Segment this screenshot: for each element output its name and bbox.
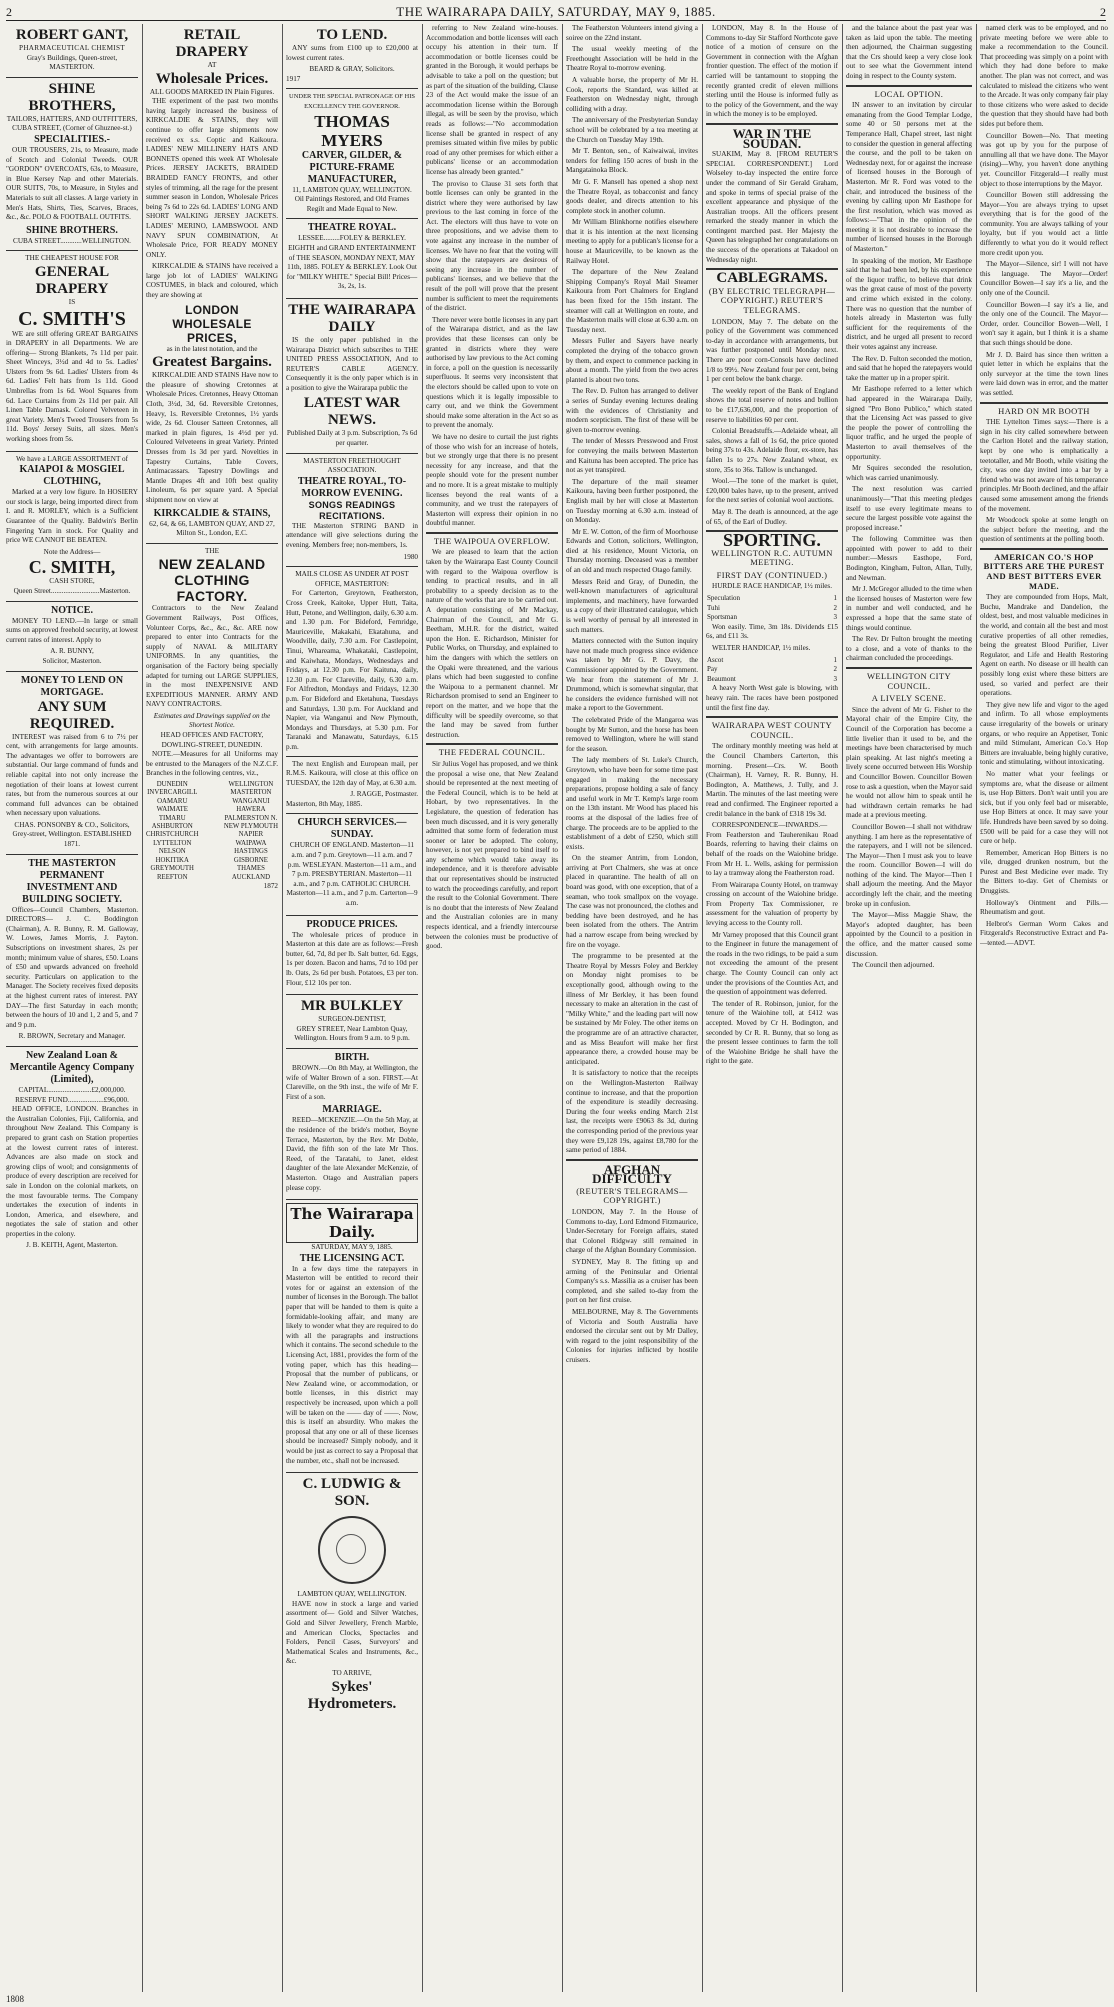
news-paragraph: Councillor Bowen—I say it's a lie, and the only one of the Council. The Mayor—Order, order. Councillor Bowen—Well, I won't say it again, but I think it is a shame that such things should be done. [980,300,1108,347]
news-paragraph: The ordinary monthly meeting was held at the Council Chambers Carterton, this morning. Present—Crs. W. Booth (Chairman), H. Varney, R. R. Bunny, H. Bodington, A. Matthews, J. Tully, and J. Martin. The minutes of the last meeting were read and confirmed. The Engineer reported a credit balance in the bank of £318 19s 3d. [706,742,838,818]
table-row [706,675,838,685]
ad-body: The next English and European mail, per R.M.S. Kaikoura, will close at this office on TUESDAY, the 12th day of May, at 6.30 a.m. [286,759,418,787]
column-2 [146,24,278,1992]
ad-retail-drapery [146,24,278,544]
ad-title: THE MASTERTON PERMANENT INVESTMENT AND BUILDING SOCIETY. [22,857,122,905]
ad-subtitle: TAILORS, HATTERS, AND OUTFITTERS, [6,114,138,123]
divider [980,402,1108,404]
ad-paragraph: Remember, American Hop Bitters is no vile, drugged drunken nostrum, but the Purest and Best Medicine ever made. Try the Bitters to-day. Get of Chemists or Druggists. [980,848,1108,896]
news-paragraph: The next resolution was carried unanimously—"That this meeting pledges itself to use every legitimate means to secure the largest possible vote against the proposed increase." [846,485,972,532]
ad-loan-mercantile [6,1047,138,1255]
ad-signature: J. B. KEITH, Agent, Masterton. [26,1241,118,1250]
ad-capital: CAPITAL........................£2,000,000. RESERVE FUND....................£96,000. [15,1085,129,1104]
news-paragraph: LONDON, May 7. In the House of Commons to-day, Lord Edmond Fitzmaurice, Under-Secretary for Foreign affairs, stated that Colonel Ridgway still remained in charge of the Afghan Boundary Commission. [566,1208,698,1255]
paper-masthead: The Wairarapa Daily. [286,1203,418,1243]
ad-title: NEW ZEALAND CLOTHING FACTORY. [158,556,266,605]
town: INVERCARGILL [147,789,198,797]
table-row [706,613,838,623]
news-paragraph: The anniversary of the Presbyterian Sunday school will be celebrated by a tea meeting at the Church on Tuesday May 19th. [566,116,698,144]
ad-title: RETAIL DRAPERY [175,27,249,60]
ad-clothing-factory [146,544,278,896]
ad-banner: Sykes' Hydrometers. [307,1678,397,1712]
ad-subtitle: CARVER, GILDER, & PICTURE-FRAME MANUFACTURER, [301,149,403,185]
news-paragraph: MELBOURNE, May 8. The Governments of Victoria and South Australia have endorsed the circular sent out by Mr Dalley, with regard to the joint responsibility of the Colonies for injuries inflicted by hostile cruisers. [566,1308,698,1364]
section-subheading: FIRST DAY (CONTINUED.) [716,569,828,580]
notice-heading: MARRIAGE. [322,1104,382,1116]
ad-body: For Carterton, Greytown, Featherston, Cross Creek, Kaitoke, Upper Hutt, Taita, Hutt, Petone, and Wellington, daily, 6.30 a.m. and 1.30 p.m. For Bideford, Fernridge, Mauriceville, Makakahi, Ekatahuna, and Woodville, daily, 7.30 a.m. For Castlepoint, Tinui, Whareama, Whakataki, Castlepoint, and Kaiwhata, Mondays, Wednesdays and Fridays, at 12.30 p.m. For Kaituna, daily, 12.30 p.m. For Clareville, daily, 6.30 a.m. For Alfredton, Mondays and Fridays, 12.30 p.m. For Bideford and Eketahuna, Tuesdays and Saturdays, 1.30 p.m. For Auckland and Napier, via Wanganui and New Plymouth, Mondays and Thursdays, at 5.30 p.m. For Taranaki and Manawatu, Saturdays, 6.15 p.m. [286,589,418,751]
ad-kaiapoi-clothing [6,452,138,602]
news-paragraph: The departure of the mail steamer Kaikoura, having been further postponed, the English mail by her will close at Masterton on Tuesday morning at 6.30 a.m. instead of on Monday. [566,477,698,525]
editorial-licensing-act [286,1200,418,1473]
ad-body: IS the only paper published in the Wairarapa District which subscribes to THE UNITED PRESS ASSOCIATION, And to REUTER'S CABLE AGENCY. Consequently it is the only paper which is in a position to give the Wairarapa public the [286,335,418,392]
ad-heading: We have a LARGE ASSORTMENT of [15,454,129,463]
ad-town: MASTERTON. [49,63,95,72]
news-paragraph: Since the advent of Mr G. Fisher to the Mayoral chair of the Empire City, the Council of the Corporation has become a little livelier than it used to be, and the meetings have been characterised by much plain speaking. At last night's meeting a lively scene occurred between His Worship and Councillor Bowen. Councillor Bowen rose to ask a question, when the Mayor said he would not allow him to speak until he had withdrawn certain remarks he had made at a previous meeting. [846,705,972,820]
news-paragraph: CORRESPONDENCE—INWARDS.—From Featherston and Tauherenikau Road Boards, referring to having their claims on behalf of the roads on the Waiohine bridge. From Mr H. L. Wells, asking for permission to lay a tramway along the Featherston road. [706,821,838,878]
town: GREYMOUTH [150,865,194,873]
town: WANGANUI [232,797,270,805]
divider [286,756,418,757]
news-paragraph: The Council then adjourned. [852,961,935,970]
divider [846,85,972,87]
news-paragraph: The celebrated Pride of the Mangaroa was bought by Mr Sutton, and the horse has been removed to Wellington, where he will stand for the season. [566,715,698,753]
news-paragraph: The tender of R. Robinson, junior, for the tenure of the Waiohine toll, at £412 was accepted. Moved by Cr H. Bodington, and seconded by Cr R. R. Bunny, that so long as the present lessee continues to farm the toll of the Waiohine Bridge he shall have the right to the gate. [706,999,838,1066]
placing: 2 [833,603,837,612]
ad-title: TO LEND. [316,27,388,43]
ad-body: EIGHTH and GRAND ENTERTAINMENT of THE SEASON, MONDAY NEXT, MAY 11th, 1885. FOLEY & BERKLEY. Look Out for "MILKY WHITE." Special Bill! Prices—3s, 2s, 1s. [286,243,418,291]
news-paragraph: SYDNEY, May 8. The fitting up and arming of the Peninsular and Oriental Company's s.s. Massilia as a cruiser has been completed, and she sailed to-day from the port on her first cruise. [566,1258,698,1305]
ad-signature: R. BROWN, Secretary and Manager. [18,1032,126,1041]
news-paragraph: and the balance about the past year was taken as laid upon the table. The meeting then adjourned, the Chairman suggesting that the Crs should keep a very close look out to see what the Government intend doing in respect to the County system. [846,24,972,80]
news-paragraph: LONDON, May 7. The debate on the policy of the Government was commenced to-day in accordance with arrangements, but was further postponed until Monday next. There are poor corn-Consols have declined 1/8 to 99½. New Zealand four per cent, being 1 per cent below the bank charge. [706,317,838,384]
ad-paragraph: They are compounded from Hops, Malt, Buchu, Mandrake and Dandelion, the oldest, best, and most valuable medicines in the world, and contain all the best and most curative properties of all other remedies, being the greatest Blood Purifier, Liver Regulator, and Life and Health Restoring Agent on earth. No disease or ill health can possibly long exist where these bitters are used, so varied and perfect are their operations. [980,593,1108,698]
ad-title: PRODUCE PRICES. [306,918,398,930]
ad-note: Estimates and Drawings supplied on the Shortest Notice. [153,711,271,730]
news-paragraph: The Rev. D. Fulton seconded the motion, and said that he hoped the ratepayers would take the matter up in a proper spirit. [846,354,972,382]
placing: 3 [833,613,837,622]
ad-note: Published Daily at 3 p.m. Subscription, 7s 6d per quarter. [286,429,418,448]
article-paragraph: Sir Julius Vogel has proposed, and we think the proposal a wise one, that New Zealand should be represented at the next meeting of the Federal Council, which is to be held at Hobart, by two representatives. In the Legislature, the question of federation has been much discussed, and it is very generally admitted that some form of federation must sooner or later be adopted. The colony, however, is not yet prepared to bind itself to any scheme which would take away its independence, and it is therefore advisable that our representatives should be instructed to watch the proceedings carefully, and report the result to the Colonial Government. There is no doubt that the interests of New Zealand and the Australian colonies are in many respects identical, and a friendly intercourse between the colonies must be productive of good. [426,759,558,951]
ad-body: THE Masterton STRING BAND in attendance will give selections during the evening. Members free; non-members, 1s. [286,521,418,550]
column-rule [422,24,423,1992]
ad-paragraph: Holloway's Ointment and Pills.—Rheumatism and gout. [980,898,1108,917]
news-paragraph: Messrs Reid and Gray, of Dunedin, the well-known manufacturers of agricultural implements, and machinery, have forwarded us a copy of their illustrated catalogue, which is well worthy of perusal by all interested in such matters. [566,577,698,634]
town: ASHBURTON [151,823,193,831]
column-rule [142,24,143,1992]
town: AUCKLAND [231,873,270,881]
ad-to-lend [286,24,418,89]
news-paragraph: Mr G. F. Mansell has opened a shop next the Theatre Royal, as tobacconist and fancy goods dealer, and directs attention to his complete stock in another column. [566,177,698,215]
ad-heading: AMERICAN CO.'S HOP BITTERS ARE THE PUREST AND BEST BITTERS EVER MADE. [983,551,1105,591]
column-rule [702,24,703,1992]
ad-name: C. SMITH'S [18,307,126,330]
race-note: A heavy North West gale is blowing, with heavy rain. The races have been postponed until the first fine day. [706,684,838,712]
news-paragraph: Mr Squires seconded the resolution, which was carried unanimously. [846,464,972,482]
ad-title: New Zealand Loan & Mercantile Agency Company (Limited), [9,1049,135,1085]
ad-note: as in the latest notation, and the [166,344,258,353]
section-heading: SPORTING. [723,530,821,551]
ad-ludwig [286,1473,418,1716]
ad-code: 1980 [403,552,418,561]
town: REEFTON [157,873,188,881]
ad-title: ANY SUM REQUIRED. [29,698,115,732]
page-number-right: 2 [1100,4,1106,19]
column-1 [6,24,138,1992]
ad-code: 1872 [263,881,278,890]
ad-store: CASH STORE, [49,577,95,586]
table-row [706,665,838,675]
news-paragraph: The Rev. Dr Fulton brought the meeting to a close, and a vote of thanks to the chairman concluded the proceedings. [846,635,972,663]
section-subheading: WELLINGTON R.C. AUTUMN MEETING. [711,547,833,568]
news-paragraph: Mr J. McGregor alluded to the time when the licensed houses of Masterton were few in number and well conducted, and he expressed a hope that the same state of things would continue. [846,585,972,632]
town: TIMARU [158,814,186,822]
column-7 [846,24,972,1992]
news-paragraph: On the steamer Antrim, from London, arriving at Port Chalmers, she was at once placed in quarantine. The health of all on board was good, with one exception, that of a seaman, who took smallpox on the voyage. The case was not pronounced, the clothes and bedding have been destroyed, and he has been isolated from the others. The Antrim had a narrow escape from being wrecked by fire on the voyage. [566,854,698,949]
article-heading: THE FEDERAL COUNCIL. [438,747,546,758]
divider [426,532,558,534]
ad-name: C. SMITH, [28,557,116,578]
ad-bulkley [286,995,418,1049]
town: NAPIER [238,831,264,839]
news-paragraph: Messrs Fuller and Sayers have nearly completed the drying of the tobacco grown by them, and expect to commence packing in about a month. The yield from the two acres planted is about two tons. [566,337,698,384]
ad-address: LAMBTON QUAY, WELLINGTON. [297,1590,407,1599]
news-paragraph: Mr J. D. Baird has since then written a quiet letter in which he explains that the only surveyor at the time the town lines were laid down was in error, and the matter was settled. [980,350,1108,397]
ad-word: AT [207,61,217,69]
ad-heading: MONEY TO LEND ON MORTGAGE. [20,674,124,698]
article-paragraph: The proviso to Clause 31 sets forth that bottle licenses can only be granted in the district where they were authorised by law previous to the last coming in force of the Act. The electors will thus have to vote on three propositions, and we advise them to vote against any increase in the number of licenses. We have no fear that the voting will show that the ratepayers are desirous of seeing any increase in the number of publicans' licenses, and we believe that the result of the poll will prove that the present number is sufficient to meet the requirements of the district. [426,179,558,313]
ad-office: HEAD OFFICES AND FACTORY, [160,731,264,740]
ad-town: DOWLING-STREET, DUNEDIN. [161,740,263,749]
town: HASTINGS [234,848,268,856]
news-paragraph: The Mayor—Miss Maggie Shaw, the Mayor's adopted daughter, has been appointed by the Council to a position in the office, and the matter caused some discussion. [846,911,972,958]
news-paragraph: In speaking of the motion, Mr Easthope said that he had been led, by his experience of the liquor traffic, to believe that drink was the great cause of most of the poverty and crime which existed in the colony. There was no question that the number of hotels already in Masterton was fully sufficient for the requirements of the district, and he urged all present to record their votes against any increase. [846,256,972,351]
ad-body: ANY sums from £100 up to £20,000 at lowest current rates. [286,44,418,62]
table-row [706,594,838,604]
news-paragraph: Councillor Bowen—I shall not withdraw anything. I am here as the representative of the ratepayers, and I will not be silenced. The Mayor—Then I must ask you to leave the room. Councillor Bowen—I will do nothing of the kind. The Mayor—Then I shall adjourn the meeting. And the Mayor accordingly left the chair, and the meeting broke up in confusion. [846,822,972,908]
news-paragraph: The lady members of St. Luke's Church, Greytown, who have been for some time past engaged in making the necessary preparations, propose holding a sale of fancy and useful work in Mr T. Kemp's large room on the 13th instant. Mr Wood has placed his rooms at the disposal of the ladies free of charge. The proceeds are to be applied to the establishment of a debt of £250, which still exists. [566,756,698,851]
ad-title: THEATRE ROYAL. [307,222,397,234]
ad-subtitle: LESSEE.........FOLEY & BERKLEY. [298,234,406,243]
news-paragraph: The departure of the New Zealand Shipping Company's Royal Mail Steamer Kaikoura from Port Chalmers for England has been fixed for the 15th instant. The steamer will call at Wellington en route, and the Masterton mails will close at 6.30 a.m. on Tuesday next. [566,268,698,334]
column-5 [566,24,698,1992]
ad-code: 1917 [286,74,301,83]
ad-theatre-royal [286,219,418,299]
town: MASTERTON [230,789,272,797]
horse-name: Sportsman [707,613,737,622]
ad-title: SHINE BROTHERS, [28,80,116,114]
column-rule [282,24,283,1992]
article-paragraph: We are pleased to learn that the action taken by the Wairarapa East County Council with regard to the Waipoua overflow is tending to practical results, and in all probability to a speedy decision as to the nature of the works that are to be carried out. A deputation consisting of Mr Mackay, Chairman of the Council, and Mr G. Beetham, M.H.R. for the district, waited upon the Hon. E. Richardson, Minister for Public Works, on Thursday, and explained to him the dangers with which the settlers on the Opaki were threatened, and the various plans which had been suggested to confine the Waipoua to a permanent channel. Mr Richardson promised to send an Engineer to report on the matter, and we hope that the difficulty will be speedily overcome, so that the land may be saved from further destruction. [426,548,558,739]
section-heading: CABLEGRAMS. [716,270,828,287]
ad-heading: NOTICE. [51,604,93,616]
ad-firm: KIRKCALDIE & STAINS, [153,507,271,519]
town: OAMARU [157,797,188,805]
ad-banner: SONGS READINGS RECITATIONS. [308,499,396,521]
town: THAMES [236,865,265,873]
news-paragraph: The programme to be presented at the Theatre Royal by Messrs Foley and Berkley on Monday night promises to be exceptionally good, although owing to the illness of Mr Berkley, it has been found necessary to make an alteration in the cast of "Milky White," and the leading part will now be sustained by Mr Foley. The other items on the programme are of an attractive character, and as Miss Beaufort will make her first appearance there, a crowded house may be anticipated. [566,952,698,1066]
ad-body: MONEY TO LEND.—In large or small sums on approved freehold security, at lowest current rates of interest. Apply to [6,616,138,644]
ad-mails [286,567,418,814]
news-paragraph: From Wairarapa County Hotel, on tramway crossing on account of the Waiohine bridge. From Property Tax Commissioner, re assessment for the valuation of property by levying access to the County roll. [706,880,838,928]
newspaper-title: THE WAIRARAPA DAILY, SATURDAY, MAY 9, 1885. [396,4,716,19]
horse-name: Speculation [707,594,741,603]
ad-body: THE experiment of the past two months having largely increased the business of KIRKCALDIE & STAINS, they will continue to offer large shipments now received ex s.s. Coptic and Kaikoura. LADIES' NEW MILLINERY HATS AND BONNETS opened this week AT Wholesale Prices. JERSEY JACKETS, BRAIDED BRAIDED FANCY FRONTS, and other styles of trimming, all the rage for the present summer season in London, Wholesale Prices being 7s 6d to 22s 6d. LADIES' LONG AND SHORT WALKING JERSEY JACKETS. LADIES' MERINO, LAMBSWOOL AND NAVY SPUN COMBINATION, At Wholesale Price, FOR READY MONEY ONLY. [146,97,278,259]
ad-subtitle: SURGEON-DENTIST, [318,1015,386,1024]
notice-body: REED—MCKENZIE.—On the 5th May, at the residence of the bride's mother, Boyne Terrace, Masterton, by the Rev. Mr Doble, David, the fifth son of the late Mr Thos. Reed, of the Taratahi, to Janet, eldest daughter of the late Alexander McKenzie, of Masterton. Otago and Australian papers please copy. [286,1116,418,1192]
ad-heading: THE CHEAPEST HOUSE FOR [25,254,119,263]
ad-title: MR BULKLEY [300,998,404,1015]
news-paragraph: SUAKIM, May 8. [FROM REUTER'S SPECIAL CORRESPONDENT.] Lord Wolseley to-day inspected the entire force under the command of Sir Gerald Graham, and spoke in terms of special praise of the excellent appearance and physique of the Australian troops. All the officers present remarked the steady manner in which the contingent marched past. Her Majesty the Queen has telegraphed her congratulations on the success of the operations at Takadool on Wednesday night. [706,150,838,264]
ad-heading: MAILS CLOSE AS UNDER AT POST OFFICE, MASTERTON: [295,570,409,588]
town: HOKITIKA [155,856,189,864]
news-paragraph: Matters connected with the Sutton inquiry have not made much progress since evidence was taken by Mr G. P. Davy, the Commissioner appointed by the Government. We hear from the statement of Mr J. Drummond, which is somewhat singular, that he considers the evidence furnished will not make a report to the Government. [566,637,698,713]
divider [706,123,838,125]
columns [6,24,1108,1992]
news-paragraph: A valuable horse, the property of Mr H. Cook, reports the Standard, was killed at Featherston on Wednesday night, through colliding with a dray. [566,75,698,113]
divider [706,716,838,718]
ad-church [286,814,418,915]
horse-name: Ascot [707,655,724,664]
news-paragraph: It is satisfactory to notice that the receipts on the Wellington-Masterton Railway continue to increase, and that the proportion of the expenditure is steadily decreasing. During the four weeks ending March 21st last, the receipts were £9063 8s 3d, during the corresponding period of the previous year they were £9,128 19s, against £8,780 for the same period of 1884. [566,1069,698,1155]
race-results-2 [706,656,838,685]
news-paragraph: Mr Woodcock spoke at some length on the subject before the meeting, and the question of sentiments at the polling booth. [980,516,1108,544]
article-paragraph: There never were bottle licenses in any part of the Wairarapa district, and as the law provides that these licenses can only be granted in districts where they were authorised by law previous to the Act coming in force, a poll on the question is necessarily superfluous. It seems very inconsistent that the electors should be called upon to vote on questions which it is legally impossible to carry out, and we think the Government should make some alteration in the Act so as to prevent the anomaly. [426,315,558,430]
news-paragraph: Councillor Bowen—No. That meeting was got up by you for the purpose of annulling all that we have done. The Mayor (rising)—Why, you haven't done anything yet. Councillor Fitzgerald—I really must object to those interruptions by the Mayor. [980,131,1108,188]
news-paragraph: The usual weekly meeting of the Freethought Association will be held in the Theatre Royal to-morrow evening. [566,45,698,73]
section-heading: AFGHAN DIFFICULTY [592,1161,672,1187]
placing: 3 [833,674,837,683]
ad-town: Queen Street...........................Masterton. [13,586,131,595]
town: NELSON [158,848,186,856]
article-heading: WELLINGTON CITY COUNCIL. [867,671,951,691]
ad-building-society [6,855,138,1047]
divider [566,1159,698,1161]
column-4 [426,24,558,1992]
news-paragraph: Mr E. W. Cotton, of the firm of Moorhouse Edwards and Cotton, solicitors, Wellington, died at his residence, Mount Victoria, on Thursday morning. Deceased was a member of an old and much respected Otago family. [566,527,698,575]
ad-c-smith-drapery [6,251,138,451]
town: WELLINGTON [228,781,274,789]
branch-towns-left [146,781,199,882]
horse-name: Tuhi [707,603,720,612]
ad-signature: BEARD & GRAY, Solicitors. [309,65,395,74]
ad-body: KIRKCALDIE AND STAINS Have now to the pleasure of showing Cretonnes at Wholesale Prices. Cretonnes, Heavy Ottoman Cloth, 3½d, 3d, 6d. Reversible Cretonnes, Heavy, 1s. Reversible Cretonnes, 1½ yards wide, 2s 6d. Clouser Satteen Cretonnes, all marked in plain figures, 1s 4½d per yd. Coloured Velveteens in great Variety. Printed Dresses from 1s 3d per yard. Novelties in Tapestry Curtains, Table Covers, Antimacassars. Tapestry Dowlings and Mantle Drapes 4ft and 10ft best quality Linoleum, 6s per square yard. A Special shipment now on view at [146,371,278,504]
ad-heading: SPECIALITIES.- [34,133,110,145]
section-subheading: (BY ELECTRIC TELEGRAPH—COPYRIGHT.) REUTER'S TELEGRAMS. [708,285,836,316]
ad-title: KAIAPOI & MOSGIEL [19,464,125,476]
ad-body: INTEREST was raised from 6 to 7½ per cent, with arrangements for large amounts. The advantages we offer to borrowers are substantial. Our large command of funds and reliable capital into not only increase the negotiation of their loans at lowest current rates, but from the numerous sources at our command full advances can be obtained when necessary upon valuations. [6,732,138,818]
column-rule [562,24,563,1992]
article-subheading: A LIVELY SCENE. [871,693,947,704]
ad-body: OUR TROUSERS, 21s, to Measure, made of Scotch and Colonial Tweeds. OUR "GORDON" OVERCOATS, 63s, to Measure, in Blue Kersey Nap and other Materials. OUR SUITS, 70s, to Measure, in Styles and Materials to suit all classes. A large variety in Men's Hats, Shirts, Ties, Scarves, Braces, &c., &c. POLO & FOOTBALL OUTFITS. [6,145,138,222]
ad-body: Offices—Council Chambers, Masterton. DIRECTORS— J. C. Boddington (Chairman), A. R. Bunny, R. M. Galloway, W. Lowes, James Morris, J. Payton. Subscriptions on investment shares, 2s per month; minimum value of shares, £50. Loans of £50 and upwards advanced on freehold security. Particulars on application to the Manager. The Society receives fixed deposits at the highest current rates of interest. PAY DAY—The first Saturday in each month; between the hours of 10 and 1, 2 and 5, and 7 and 9 p.m. [6,905,138,1029]
notice-heading: BIRTH. [334,1051,370,1063]
column-rule [976,24,977,1992]
ad-date: Masterton, 8th May, 1885. [286,799,363,808]
news-paragraph: LONDON, May 8. In the House of Commons to-day Sir Stafford Northcote gave notice of a motion of censure on the Government in connection with the Afghan frontier question. The effect of the motion if carried will be tantamount to stopping the recently granted credit of eleven millions sterling until the House is informed fully as to the policy of the Government, and the way in which the money is to be employed. [706,24,838,119]
ad-body: Marked at a very low figure. In HOSIERY our stock is large, being imported direct from I. and R. MORLEY, which is a Sufficient Guarantee of the Quality. Baldwin's Berlin Fingering Yarn in stock. For Quality and price WE CANNOT BE BEATEN. [6,488,138,545]
town: LYTTELTON [153,839,192,847]
ad-address: 62, 64, & 66, LAMBTON QUAY, AND 27, Milton St., London, E.C. [149,519,275,538]
ad-body: GREY STREET, Near Lambton Quay, Wellington. Hours from 9 a.m. to 9 p.m. [294,1024,410,1043]
news-paragraph: THE Lyttelton Times says:—There is a sign in his city called somewhere between the Carlton Hotel and the railway station, kept by one who is emphatically a teetotaller, and Mr Booth, while visiting the city, was one day invited into a bar by a friend who was not aware of his temperance principles. Mr Booth declined, and the affair caused some amusement among the friends of the movement. [980,418,1108,513]
placing: 1 [833,655,837,664]
ad-title: ROBERT GANT, [15,27,129,43]
race-title: HURDLE RACE HANDICAP, 1½ miles. [712,582,832,591]
ad-paragraph: Helbrot's German Worm Cakes and Fitzgerald's Reconstructive Extract and Pa-—tented.—ADVT. [980,919,1108,948]
news-paragraph: Wool.—The tone of the market is quiet, £20,000 bales have, up to the present, arrived for the next series of colonial wool auctions. [706,477,838,505]
ad-word: IS [68,297,76,306]
article-title: THE LICENSING ACT. [299,1252,405,1264]
race-results-1 [706,594,838,623]
ad-name: A. R. BUNNY, [50,647,94,656]
town: DUNEDIN [156,781,188,789]
news-paragraph: Mr Easthope referred to a letter which had appeared in the Wairarapa Daily, signed "Pro Bono Publico," which stated that the Licensing Act was passed to give the people the power of controlling the liquor traffic, and he urged the people of Masterton to avail themselves of the opportunity. [846,385,972,461]
page-footer-number: 1808 [6,1994,24,2004]
ad-address: CUBA STREET, (Corner of Ghuznee-st.) [12,124,132,133]
paper-date: SATURDAY, MAY 9, 1885. [311,1243,393,1252]
masthead [6,4,1106,21]
news-paragraph: The following Committee was then appointed with power to add to their number:—Messrs Easthope, Ford, Bodington, Kingham, Fulton, Allan, Tully, and Newman. [846,535,972,582]
ad-note: ALL GOODS MARKED IN Plain Figures. [149,87,275,96]
ad-town: CUBA STREET............WELLINGTON. [13,236,131,245]
horse-name: Pay [707,665,718,674]
ad-subtitle: CLOTHING, [43,476,101,488]
news-paragraph: The Rev. D. Fulton has arranged to deliver a series of Sunday evening lectures dealing with the evidences of Christianity and modern scepticism. The first of these will be given to-morrow evening. [566,387,698,434]
placing: 2 [833,665,837,674]
horse-name: Beaumont [707,674,736,683]
ad-subtitle: PHARMACEUTICAL CHEMIST [19,44,125,52]
column-3 [286,24,418,1992]
seal-emblem [318,1516,386,1584]
ad-paragraph: They give new life and vigor to the aged and infirm. To all whose employments cause irregularity of the bowels or urinary organs, or who require an Appetiser, Tonic and mild Stimulant, American Co.'s Hop Bitters are invaluable, being highly curative, tonic and stimulating, without intoxicating. [980,700,1108,767]
ad-note: TO ARRIVE, [332,1668,372,1677]
town: NEW PLYMOUTH [223,823,278,831]
ad-title: THOMAS MYERS [314,111,390,150]
race-title: WELTER HANDICAP, 1½ miles. [712,644,811,653]
column-rule [842,24,843,1992]
ad-body: The wholesale prices of produce in Masterton at this date are as follows:—Fresh butter, 6d, 7d, 8d per lb. Salt butter, 6d. Eggs, 1s per dozen. Bacon and hams, 7d to 10d per lb. Oats, 2s 6d per bush. Potatoes, £3 per ton. Flour, £12 10s per ton. [286,930,418,987]
ad-produce [286,916,418,996]
ad-role: Solicitor, Masterton. [42,656,102,665]
ad-body: CHURCH OF ENGLAND. Masterton—11 a.m. and 7 p.m. Greytown—11 a.m. and 7 p.m. WESLEYAN. Masterton—11 a.m., and 7 p.m. PRESBYTERIAN. Masterton—11 a.m., and 7 p.m. CATHOLIC CHURCH. Masterton—11 a.m., and 7 p.m. Carterton—9 a.m. [286,841,418,908]
news-paragraph: The tender of Messrs Presswood and Frost for conveying the mails between Masterton and Kaituna has been accepted. The price has not as yet transpired. [566,437,698,475]
section-subheading: (REUTER'S TELEGRAMS—COPYRIGHT.) [576,1185,688,1206]
ad-word: THE [205,546,219,555]
ad-slogan: Greatest Bargains. [152,354,272,371]
ad-title: THE WAIRARAPA DAILY [288,301,416,335]
ad-wairarapa-daily [286,299,418,454]
news-paragraph: named clerk was to be employed, and no private meeting before we were able to make a recommendation to the Council. That proceeding was simply on a point with which they had done before to make another. The plan was not correct, and was calculated to mislead the citizens who went to the Arcade. It was only company fair play to those citizens who were asked to decide the question that they should have had both sides put before them. [980,24,1108,128]
news-paragraph: IN answer to an invitation by circular emanating from the Good Templar Lodge, some 40 or 50 persons met at the Temperance Hall, Chapel street, last night to consider the question in general affecting the course, and the poll to be taken on Wednesday next, for or against the increase of licensed houses in the Borough of Masterton. Mr R. Ford was voted to the chair, and introduced the business of the evening by calling upon Mr Easthope for the first resolution, which was moved as follows:—"That in the opinion of the meeting it is not desirable to increase the number of licensed houses in the Borough of Masterton." [846,101,972,254]
ad-footer: SHINE BROTHERS. [26,224,118,236]
town: CHRISTCHURCH [146,831,199,839]
ad-body: Contractors to the New Zealand Government Railways, Post Offices, Volunteer Corps, &c., &c., &c. ARE now prepared to enter into Contracts for the supply of NAVAL & MILITARY UNIFORMS. In any quantities, the organisation of the Factory being specially adapted for turning out LARGE SUPPLIES, in the most INEXPENSIVE AND EXPEDITIOUS MANNER. ARMY AND NAVY CONTRACTORS. [146,604,278,709]
ad-signature: CHAS. PONSONBY & CO., Solicitors, Grey-street, Wellington. ESTABLISHED 1871. [12,820,132,849]
news-paragraph: The weekly report of the Bank of England shows the total reserve of notes and bullion to be £17,636,000, and the proportion of reserve to liabilities 60 per cent. [706,386,838,424]
article-body: In a few days time the ratepayers in Masterton will be entitled to record their votes for or against an extension of the number of licenses in the Borough. The ballot paper that will be handed to them is quite a formidable-looking affair, and many are likely to wonder what they are required to do with all the paragraphs and instructions which it contains. The second schedule to the Licensing Act, 1881, provides the form of the voting paper, which has this heading—Proposal that the number of publicans, or New Zealand wine, or accommodation, or bottle licenses, in this district may respectively be increased, upon which a poll will be taken on the —— day of ——. Now, this is itself an absurdity. Who makes the proposal that any one or all of these licenses should be increased? Simply nobody, and it would be just as correct to say a Proposal that the number, etc., shall not be increased. [286,1264,418,1465]
news-paragraph: Mr T. Benton, sen., of Kaiwaiwai, invites tenders for felling 150 acres of bush in the Mangatainoka Block. [566,147,698,175]
ad-title: THEATRE ROYAL, TO-MORROW EVENING. [297,475,407,499]
article-heading: HARD ON MR BOOTH [998,405,1090,416]
section-heading: WAR IN THE SOUDAN. [732,125,812,151]
divider [846,667,972,669]
article-paragraph: referring to New Zealand wine-houses. Accommodation and bottle licenses will each occupy his attention in their turn. If accommodation or bottle licenses could be granted in the Borough, it would perhaps be advisable to take a poll on the question; but as part of the situation of the building, Clause 23 of the Act would make the issue of an accommodation license within the Borough illegal, as will be seen by the proviso, which reads as follows:—"No accommodation license shall be granted in respect of any premises situated within five miles by public road of any other premises for which either a publicans' license or an accommodation license has already been granted." [426,24,558,176]
town: GISBORNE [233,856,268,864]
ad-mortgage [6,672,138,855]
ad-money-to-lend-bunny [6,602,138,672]
article-heading: WAIRARAPA WEST COUNTY COUNCIL. [711,720,833,740]
news-paragraph: Mr William Blinkhorne notifies elsewhere that it is his intention at the next licensing meeting to apply for a publican's license for a house at Mauriceville, to be known as the Railway Hotel. [566,218,698,265]
divider [426,743,558,745]
news-paragraph: May 8. The death is announced, at the age of 65, of the Earl of Dudley. [706,507,838,526]
ad-note: Note the Address— [43,547,101,556]
column-8 [980,24,1108,1992]
ad-subtitle: Wholesale Prices. [155,70,269,87]
ad-address: Gray's Buildings, Queen-street, [26,53,118,62]
table-row [706,656,838,666]
ad-address: 11, LAMBTON QUAY, WELLINGTON. [292,185,412,194]
divider [980,548,1108,550]
table-row [706,604,838,614]
race-note: Won easily. Time, 3m 18s. Dividends £15 6s, and £11 3s. [706,622,838,641]
ad-body: HEAD OFFICE, LONDON. Branches in the Australian Colonies, Fiji, California, and throughout New Zealand. This Company is prepared to grant cash on Station properties at the lowest current rates of interest. Advances are also made on stock and growing clips of wool; and consignments of produce of every description are received for sale in London on the colonial markets, on the most favourable terms. The Company undertakes the execution of indents in London, America, and elsewhere, and negotiates the sale of station and other properties in the colony. [6,1105,138,1238]
town: WAIMATE [156,806,188,814]
ad-title: C. LUDWIG & SON. [302,1476,402,1510]
town: HAWERA [236,806,266,814]
placing: 1 [833,594,837,603]
ad-banner: LONDON WHOLESALE PRICES, [172,302,252,345]
ad-body: Oil Paintings Restored, and Old Frames Regilt and Made Equal to New. [294,195,410,213]
news-paragraph: The Mayor—Silence, sir! I will not have this language. The Mayor—Order! Councillor Bowen—I say it's a lie, and the only one of the Council. [980,260,1108,298]
branch-towns-right [224,781,278,882]
town: WAIPAWA [235,839,267,847]
ad-freethought [286,454,418,568]
ad-banner: LATEST WAR NEWS. [303,395,401,429]
news-paragraph: The Featherston Volunteers intend giving a soiree on the 22nd instant. [566,24,698,42]
ad-body: WE are still offering GREAT BARGAINS in DRAPERY in all Departments. We are offering— Strong Blankets, 7s 11d per pair. Sheet Winceys, 3½d and 4d to 5s. Ladies' Ulsters from 9s 6d. Ladies' Ulsters from 4s 6d. Ladies' Felt hats from 1s 11d. Good Umbrellas from 1s 6d. Wool Squares from 6d. Lace Curtains from 2s 11d per pair. All Linen Table Damask. Colored Velveteen in great Variety. Men's Tweed Trousers from 5s 11d. Boys' Jersey Suits, all sizes. Men's working shoes from 5s. [6,329,138,444]
ad-paragraph: No matter what your feelings or symptoms are, what the disease or ailment is, use Hop Bitters. Don't wait until you are sick, but if you only feel bad or miserable, use Hop Bitters at once. It may save your life. Hundreds have been saved by so doing. £500 will be paid for a case they will not cure or help. [980,769,1108,846]
article-heading: THE WAIPOUA OVERFLOW. [433,535,551,546]
notice-body: BROWN.—On 8th May, at Wellington, the wife of Walter Brown of a son. FIRST.—At Clareville, on the 9th inst., the wife of Mr F. First of a son. [286,1063,418,1101]
ad-signature: J. RAGGE, Postmaster. [350,790,418,799]
town: PALMERSTON N. [224,814,278,822]
ad-title: GENERAL DRAPERY [34,263,110,297]
branch-towns [146,781,278,882]
ad-body: NOTE.—Measures for all Uniforms may be entrusted to the Managers of the N.Z.C.F. Branches in the following centres, viz., [146,750,278,778]
ad-robert-gant [6,24,138,78]
column-6 [706,24,838,1992]
news-paragraph: Colonial Breadstuffs.—Adelaide wheat, all sales, shows a fall of 1s 6d, the price quoted being 37s to 43s. Adelaide flour, ex-store, has fallen 1s to 27s. New Zealand wheat, ex store, 35s to 36s. Tallow is unchanged. [706,427,838,474]
ad-thomas-myers [286,89,418,219]
page-number: 2 [6,4,12,19]
ad-shine-brothers [6,78,138,252]
article-paragraph: We have no desire to curtail the just rights of those who wish for an increase of hotels, but we strongly urge that there is no present necessity for any increase, and that the people should vote for the present number and no more. It is a great mistake to multiply licenses beyond the real wants of a community, and we trust the ratepayers of Masterton will express their opinion in no doubtful manner. [426,432,558,528]
notices-births-marriages [286,1049,418,1200]
ad-title: CHURCH SERVICES.—SUNDAY. [297,817,407,841]
article-heading: LOCAL OPTION. [874,88,944,99]
ad-heading: MASTERTON FREETHOUGHT ASSOCIATION. [303,456,401,475]
ad-body: HAVE now in stock a large and varied assortment of— Gold and Silver Watches, Gold and Silver Jewellery, French Marble, and American Clocks, Spectacles and Folders, Pencil Cases, Surveyors' and Mathematical Scales and Instruments, &c., &c. [286,1599,418,1666]
news-paragraph: Mr Varney proposed that this Council grant to the Engineer in future the management of the roads in the two ridings, to be paid a sum not exceeding the amount of the present charge. The County Council can only act under the provisions of the Counties Act, and the question of appointment was deferred. [706,930,838,997]
news-paragraph: Councillor Bowen still addressing the Mayor—You are always trying to upset everything that is for the good of the community. You are always talking of your loyalty, but if you would act a little differently to what you do it would reflect more credit upon you. [980,191,1108,257]
ad-body: KIRKCALDIE & STAINS have received a large job lot of LADIES' WALKING COSTUMES, in black and coloured, which they are showing at [146,262,278,300]
ad-patronage: UNDER THE SPECIAL PATRONAGE OF HIS EXCELLENCY THE GOVERNOR. [289,93,415,110]
